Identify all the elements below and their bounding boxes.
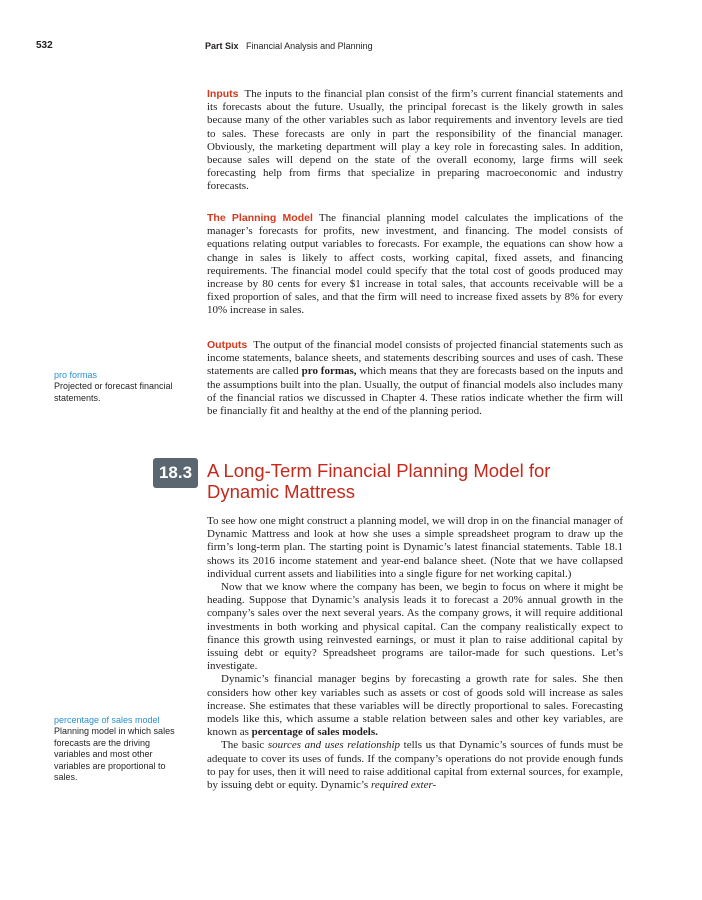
page-number: 532 <box>36 40 53 51</box>
margin-definition: Planning model in which sales forecasts are the driving variables and most other variables are proportional to sales. <box>54 726 175 783</box>
paragraph-text: tells us that Dynamic’s sources of funds must be adequate to cover its uses of funds. If the company’s operations do not provide enough funds to pay for uses, then it will need to raise additional capital from external sources, for example, by issuing debt or equity. Dynamic’s <box>207 739 624 792</box>
sources-uses-term: sources and uses relationship <box>267 739 401 752</box>
margin-note-pro-formas <box>54 370 184 404</box>
outputs-paragraph <box>207 339 623 418</box>
inputs-text: The inputs to the financial plan consist of the firm’s current financial statements and its forecasts about the future. Usually, the principal forecast is the likely growth in sales because many of the other variables such as labor requirements and inventory levels are tied to sales. These forecasts are only in part the responsibility of the financial manager. Obviously, the marketing department will play a key role in forecasting sales. In addition, because sales will depend on the state of the overall economy, large firms will seek forecasting help from firms that specialize in preparing macroeconomic and industry forecasts. <box>207 88 623 193</box>
inputs-heading: Inputs <box>207 88 239 100</box>
running-head <box>205 41 373 51</box>
required-external-term: required exter- <box>370 779 437 792</box>
paragraph <box>207 673 623 739</box>
percentage-of-sales-term: percentage of sales models. <box>251 726 378 739</box>
outputs-text-2: which means that they are forecasts based on the inputs and the assumptions built into the plan. Usually, the output of financial models also includes many of the financial ratios we discussed in Chapter 4. These ratios indicate whether the firm will be financially fit and healthy at the end of the planning period. <box>207 365 624 418</box>
margin-term: percentage of sales model <box>54 715 160 725</box>
section-body <box>207 515 623 792</box>
paragraph <box>207 739 623 792</box>
planning-model-paragraph <box>207 212 623 318</box>
part-title: Financial Analysis and Planning <box>246 41 373 51</box>
section-title: A Long-Term Financial Planning Model for Dynamic Mattress <box>207 460 551 502</box>
inputs-paragraph <box>207 88 623 194</box>
page-header <box>36 40 666 54</box>
margin-definition: Projected or forecast financial statements. <box>54 381 173 403</box>
pro-formas-term: pro formas, <box>301 365 357 378</box>
paragraph-text: Dynamic’s financial manager begins by forecasting a growth rate for sales. She then considers how other key variables such as assets or cost of goods sold will increase as sales increase. She estimates that these variables will be directly proportional to sales. Forecasting models like this, which assume a stable relation between sales and other key variables, are known as <box>207 673 623 739</box>
paragraph-text: The basic <box>221 739 265 752</box>
outputs-heading: Outputs <box>207 339 248 351</box>
paragraph: Now that we know where the company has been, we begin to focus on where it might be heading. Suppose that Dynamic’s analysis leads it to forecast a 20% annual growth in the company’s sales over the next several years. As the company grows, it will require additional investments in both working and physical capital. Can the company realistically expect to finance this growth using reinvested earnings, or must it plan to raise additional capital by issuing debt or equity? Spreadsheet programs are tailor-made for such questions. Let’s investigate. <box>207 581 623 673</box>
margin-note-percentage-of-sales <box>54 715 184 783</box>
paragraph: To see how one might construct a planning model, we will drop in on the financial manager of Dynamic Mattress and look at how she uses a simple spreadsheet program to draw up the firm’s long-term plan. The starting point is Dynamic’s latest financial statements. Table 18.1 shows its 2016 income statement and year-end balance sheet. (Note that we have collapsed individual current assets and liabilities into a single figure for net working capital.) <box>207 515 623 580</box>
section-number-badge: 18.3 <box>153 458 198 488</box>
planning-model-heading: The Planning Model <box>207 212 313 224</box>
planning-model-text: The financial planning model calculates the implications of the manager’s forecasts for profits, new investment, and financing. The model consists of equations relating output variables to forecasts. For example, the equations can show how a change in sales is likely to affect costs, working capital, fixed assets, and financing requirements. The financial model could specify that the total cost of goods produced may increase by 80 cents for every $1 increase in total sales, that accounts receivable will be a fixed proportion of sales, and that the firm will need to increase fixed assets by 8% for every 10% increase in sales. <box>207 212 623 317</box>
margin-term: pro formas <box>54 370 98 380</box>
part-label: Part Six <box>205 41 239 51</box>
outputs-text-1: The output of the financial model consists of projected financial statements such as income statements, balance sheets, and statements describing sources and uses of cash. These statements are called <box>207 339 623 378</box>
